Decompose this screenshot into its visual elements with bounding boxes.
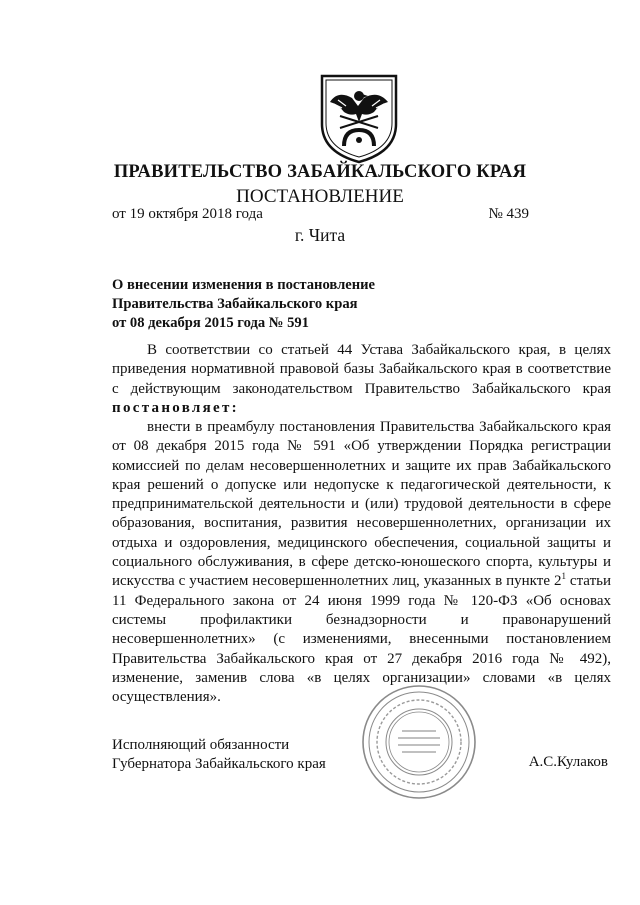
resolution-text: внести в преамбулу постановления Правительства Забайкальского края от 08 декабря 2015 года № 591 «Об утверждении Порядка регистрации комиссией по делам несовершеннолетних и защите их прав Забайкальского края решений о допуске или недопуске к педагогической деятельности, к предпринимательской деятельности и (или) трудовой деятельности в сфере образования, воспитания, развития несовершеннолетних, организации их отдыха и оздоровления, медицинского обеспечения, социальной защиты и социального обслуживания, в сфере детско-юношеского спорта, культуры и искусства с участием несовершеннолетних лиц, указанных в пункте 2 bbox=[112, 419, 611, 590]
signatory-position bbox=[112, 736, 326, 773]
subject-line-3: от 08 декабря 2015 года № 591 bbox=[112, 315, 309, 331]
resolution-text-tail: статьи 11 Федерального закона от 24 июня 1999 года № 120-ФЗ «Об основах системы профилактики безнадзорности и правонарушений несовершеннолетних» (с изменениями, внесенными постановлением Правительства Забайкальского края от 27 декабря 2016 года № 492), изменение, заменив слова «в целях организации» словами «в целях осуществления». bbox=[112, 573, 612, 706]
signatory-name: А.С.Кулаков bbox=[528, 754, 608, 770]
document-type: ПОСТАНОВЛЕНИЕ bbox=[236, 186, 404, 207]
document-number: № 439 bbox=[488, 206, 529, 222]
preamble-text: В соответствии со статьей 44 Устава Забайкальского края, в целях приведения нормативной правовой базы Забайкальского края в соответствие с действующим законодательством Правительство Забайкальского края bbox=[112, 342, 611, 397]
document-date: от 19 октября 2018 года bbox=[112, 206, 263, 222]
signatory-position-line-1: Исполняющий обязанности bbox=[112, 737, 290, 753]
resolution-superscript: 1 bbox=[561, 571, 566, 582]
resolution-paragraph bbox=[112, 418, 611, 707]
preamble-paragraph bbox=[112, 341, 611, 418]
government-title: ПРАВИТЕЛЬСТВО ЗАБАЙКАЛЬСКОГО КРАЯ bbox=[113, 162, 527, 182]
official-stamp bbox=[360, 683, 478, 801]
resolves-word: постановляет: bbox=[112, 399, 239, 416]
subject-line-2: Правительства Забайкальского края bbox=[112, 296, 358, 312]
document-city: г. Чита bbox=[294, 225, 346, 245]
subject-line-1: О внесении изменения в постановление bbox=[112, 277, 376, 293]
coat-of-arms-icon bbox=[318, 72, 400, 164]
document-subject bbox=[112, 276, 472, 333]
signatory-position-line-2: Губернатора Забайкальского края bbox=[112, 755, 326, 772]
